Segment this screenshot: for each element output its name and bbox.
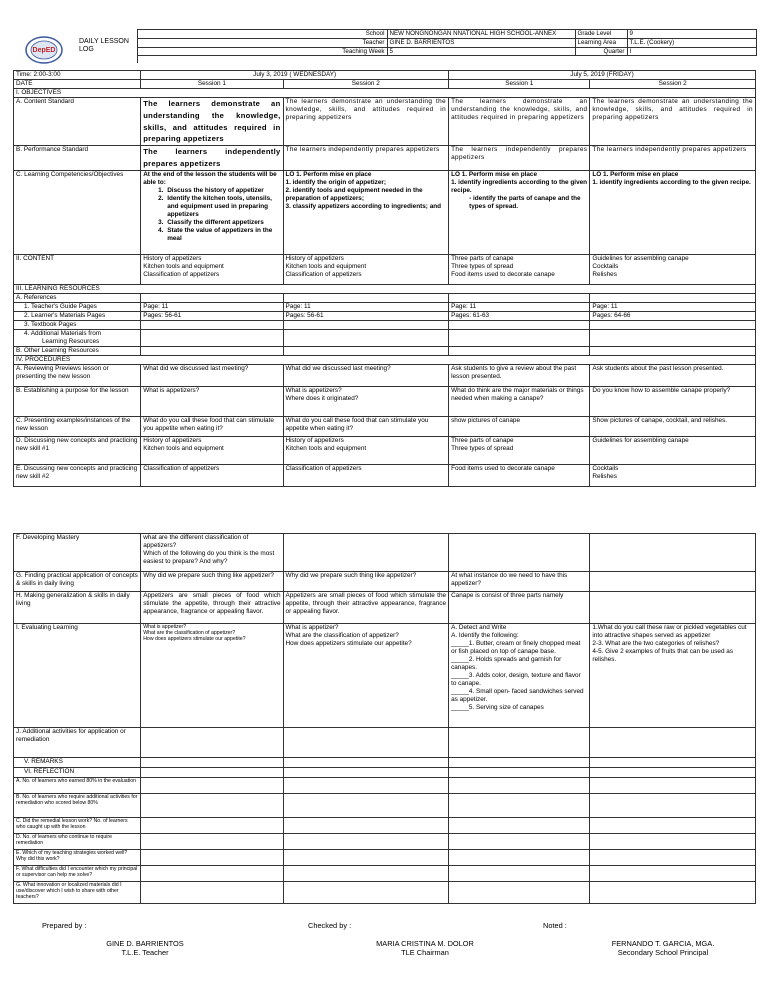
date-label: DATE (14, 80, 141, 89)
teacher-label: Teacher (307, 38, 387, 47)
lm-pages-s3: Pages: 61-63 (449, 312, 590, 321)
objectives-heading: I. OBJECTIVES (14, 89, 756, 98)
week-label: Teaching Week (307, 47, 387, 56)
competencies-s3: LO 1. Perform mise en place 1. identify ingredients according to the given recipe. - identify the parts of canape and the types of spread. (449, 171, 590, 255)
procedure-g-s3: At what instance do we need to have this appetizer? (449, 572, 590, 592)
procedure-f-label: F. Developing Mastery (14, 534, 141, 572)
content-standard-s4: The learners demonstrate an understanding the knowledge, skills, and attitudes required in preparing appetizers (590, 98, 756, 146)
procedure-i-label: I. Evaluating Learning (14, 624, 141, 728)
dll-title: DAILY LESSON LOG (77, 30, 137, 64)
content-label: II. CONTENT (14, 255, 141, 285)
procedure-g-s2: Why did we prepare such thing like appetizer? (283, 572, 449, 592)
content-s2: History of appetizers Kitchen tools and equipment Classification of appetizers (283, 255, 449, 285)
procedure-b-s2: What is appetizers? Where does it originated? (283, 387, 449, 417)
performance-standard-s4: The learners independently prepares appetizers (590, 146, 756, 171)
textbook-pages-label: 3. Textbook Pages (14, 321, 141, 330)
school-label: School (307, 30, 387, 39)
procedure-c-s2: What do you call these food that can stimulate you appetite when eating it? (283, 417, 449, 437)
checked-by-label: Checked by : (308, 921, 352, 930)
teacher-value: GINE D. BARRIENTOS (387, 38, 575, 47)
content-standard-s3: The learners demonstrate an understanding the knowledge, skills, and attitudes required in preparing appetizers (449, 98, 590, 146)
area-label: Learning Area (575, 38, 627, 47)
procedure-j-label: J. Additional activities for application or remediation (14, 728, 141, 758)
reflection-e-label: E. Which of my teaching strategies worked well? Why did this work? (14, 850, 141, 866)
procedure-h-s1: Appetizers are small pieces of food which stimulate the appetite, through their attractive appearance, fragrance or appealing flavor. (141, 592, 283, 624)
references-label: A. References (14, 294, 141, 303)
session-header: Session 1 (141, 80, 283, 89)
area-value: T.L.E. (Cookery) (627, 38, 756, 47)
procedure-b-s4: Do you know how to assemble canape properly? (590, 387, 756, 417)
content-s3: Three parts of canape Three types of spread Food items used to decorate canape (449, 255, 590, 285)
procedure-i-s1: What is appetizer? What are the classification of appetizer? How does appetizers stimulate our appetite? (141, 624, 283, 728)
lm-pages-s1: Pages: 56-61 (141, 312, 283, 321)
content-standard-label: A. Content Standard (14, 98, 141, 146)
procedure-e-s2: Classification of appetizers (283, 465, 449, 487)
content-s1: History of appetizers Kitchen tools and equipment Classification of appetizers (141, 255, 283, 285)
procedure-g-s1: Why did we prepare such thing like appetizer? (141, 572, 283, 592)
content-standard-s1: The learners demonstrate an understanding the knowledge, skills, and attitudes required in preparing appetizers (141, 98, 283, 146)
tg-pages-s4: Page: 11 (590, 303, 756, 312)
reflection-c-label: C. Did the remedial lesson work? No. of learners who caught up with the lesson (14, 818, 141, 834)
prepared-by-label: Prepared by : (42, 921, 87, 930)
lm-pages-s2: Pages: 56-61 (283, 312, 449, 321)
reflection-g-label: G. What innovation or localized materials did I use/discover which I wish to share with other teachers? (14, 882, 141, 904)
procedures-heading: IV. PROCEDURES (14, 356, 756, 365)
other-resources-label: B. Other Learning Resources (14, 347, 141, 356)
procedure-g-label: G. Finding practical application of concepts & skills in daily living (14, 572, 141, 592)
competencies-label: C. Learning Competencies/Objectives (14, 171, 141, 255)
time-cell: Time: 2:00-3:00 (14, 71, 141, 80)
procedure-h-s3: Canape is consist of three parts namely (449, 592, 590, 624)
reflection-label: VI. REFLECTION (14, 768, 141, 778)
content-standard-s2: The learners demonstrate an understanding the knowledge, skills, and attitudes required in preparing appetizers (283, 98, 449, 146)
lesson-table-2 (13, 533, 756, 904)
tg-pages-s1: Page: 11 (141, 303, 283, 312)
procedure-d-s2: History of appetizers Kitchen tools and equipment (283, 437, 449, 465)
performance-standard-label: B. Performance Standard (14, 146, 141, 171)
noted-by-name: FERNANDO T. GARCIA, MGA. (611, 939, 715, 948)
reflection-a-label: A. No. of learners who earned 80% in the evaluation (14, 778, 141, 794)
tg-pages-label: 1. Teacher's Guide Pages (14, 303, 141, 312)
procedure-f-s1: what are the different classification of appetizers? Which of the following do you think is the most easiest to prepare? And why? (141, 534, 283, 572)
date-friday: July 5, 2019 (FRIDAY) (449, 71, 756, 80)
procedure-d-label: D. Discussing new concepts and practicing new skill #1 (14, 437, 141, 465)
reflection-b-label: B. No. of learners who require additional activities for remediation who scored below 80% (14, 794, 141, 818)
competencies-s4: LO 1. Perform mise en place 1. identify ingredients according to the given recipe. (590, 171, 756, 255)
checked-by-title: TLE Chairman (401, 948, 449, 957)
performance-standard-s1: The learners independently prepares appetizers (141, 146, 283, 171)
procedure-e-s3: Food items used to decorate canape (449, 465, 590, 487)
procedure-b-s3: What do think are the major materials or things needed when making a canape? (449, 387, 590, 417)
procedure-a-s4: Ask students about the past lesson presented. (590, 365, 756, 387)
procedure-a-s2: What did we discussed last meeting? (283, 365, 449, 387)
session-header: Session 2 (283, 80, 449, 89)
grade-label: Grade Level (575, 30, 627, 39)
procedure-b-s1: What is appetizers? (141, 387, 283, 417)
week-value: 5 (387, 47, 575, 56)
procedure-i-s3: A. Detect and Write A. Identify the following: _____1. Butter, cream or finely chopped meat or fish placed on top of canape base. _____2. Holds spreads and garnish for canapes. _____3. Adds color, design, texture and flavor to canape. _____4. Small open- faced sandwiches served as appetizer. _____5. Serving size of canapes (449, 624, 590, 728)
prepared-by-title: T.L.E. Teacher (121, 948, 169, 957)
procedure-e-s1: Classification of appetizers (141, 465, 283, 487)
prepared-by-name: GINE D. BARRIENTOS (106, 939, 184, 948)
noted-by-title: Secondary School Principal (617, 948, 709, 957)
performance-standard-s2: The learners independently prepares appetizers (283, 146, 449, 171)
procedure-c-s3: show pictures of canape (449, 417, 590, 437)
additional-materials-label: 4. Additional Materials from Learning Resources (14, 330, 141, 347)
date-wednesday: July 3, 2019 ( WEDNESDAY) (141, 71, 449, 80)
procedure-b-label: B. Establishing a purpose for the lesson (14, 387, 141, 417)
grade-value: 9 (627, 30, 756, 39)
procedure-c-s1: What do you call these food that can stimulate you appetite when eating it? (141, 417, 283, 437)
lm-pages-s4: Pages: 64-66 (590, 312, 756, 321)
lm-pages-label: 2. Learner's Materials Pages (14, 312, 141, 321)
noted-label: Noted : (543, 921, 567, 930)
procedure-a-s3: Ask students to give a review about the past lesson presented. (449, 365, 590, 387)
reflection-d-label: D. No. of learners who continue to require remediation (14, 834, 141, 850)
procedure-e-label: E. Discussing new concepts and practicing new skill #2 (14, 465, 141, 487)
session-header: Session 2 (590, 80, 756, 89)
school-value: NEW NONGNONGAN NNATIONAL HIGH SCHOOL-ANNEX (387, 30, 575, 39)
lesson-table-1 (13, 70, 756, 487)
procedure-d-s4: Guidelines for assembling canape (590, 437, 756, 465)
session-header: Session 1 (449, 80, 590, 89)
procedure-c-label: C. Presenting examples/instances of the new lesson (14, 417, 141, 437)
tg-pages-s3: Page: 11 (449, 303, 590, 312)
reflection-f-label: F. What difficulties did I encounter which my principal or supervisor can help me solve? (14, 866, 141, 882)
procedure-c-s4: Show pictures of canape, cocktail, and relishes. (590, 417, 756, 437)
procedure-d-s3: Three parts of canape Three types of spread (449, 437, 590, 465)
performance-standard-s3: The learners independently prepares appetizers (449, 146, 590, 171)
procedure-h-s2: Appetizers are small pieces of food which stimulate the appetite, through their attractive appearance, fragrance or appealing flavor. (283, 592, 449, 624)
procedure-d-s1: History of appetizers Kitchen tools and equipment (141, 437, 283, 465)
procedure-i-s4: 1.What do you call these raw or pickled vegetables cut into attractive shapes served as appetizer 2-3. What are the two categories of relishes? 4-5. Give 2 examples of fruits that can be used as relishes. (590, 624, 756, 728)
quarter-value: I (627, 47, 756, 56)
quarter-label: Quarter (575, 47, 627, 56)
procedure-a-s1: What did we discussed last meeting? (141, 365, 283, 387)
remarks-label: V. REMARKS (14, 758, 141, 768)
procedure-i-s2: What is appetizer? What are the classification of appetizer? How does appetizers stimulate our appetite? (283, 624, 449, 728)
content-s4: Guidelines for assembling canape Cocktails Relishes (590, 255, 756, 285)
procedure-h-label: H. Making generalization & skills in daily living (14, 592, 141, 624)
competencies-s2: LO 1. Perform mise en place 1. identify the origin of appetizer; 2. identify tools and equipment needed in the preparation of appetizers; 3. classify appetizers according to ingredients; and (283, 171, 449, 255)
checked-by-name: MARIA CRISTINA M. DOLOR (376, 939, 474, 948)
svg-text:DepED: DepED (32, 47, 56, 54)
tg-pages-s2: Page: 11 (283, 303, 449, 312)
resources-heading: III. LEARNING RESOURCES (14, 285, 756, 294)
procedure-e-s4: Cocktails Relishes (590, 465, 756, 487)
procedure-a-label: A. Reviewing Previews lesson or presenting the new lesson (14, 365, 141, 387)
header-table (13, 29, 757, 63)
competencies-s1: At the end of the lesson the students will be able to: 1. Discuss the history of appetizer 2. Identify the kitchen tools, utensils, and equipment used in preparing appetizers 3. Classify the different appetizers 4. State the value of appetizers in the meal (141, 171, 283, 255)
